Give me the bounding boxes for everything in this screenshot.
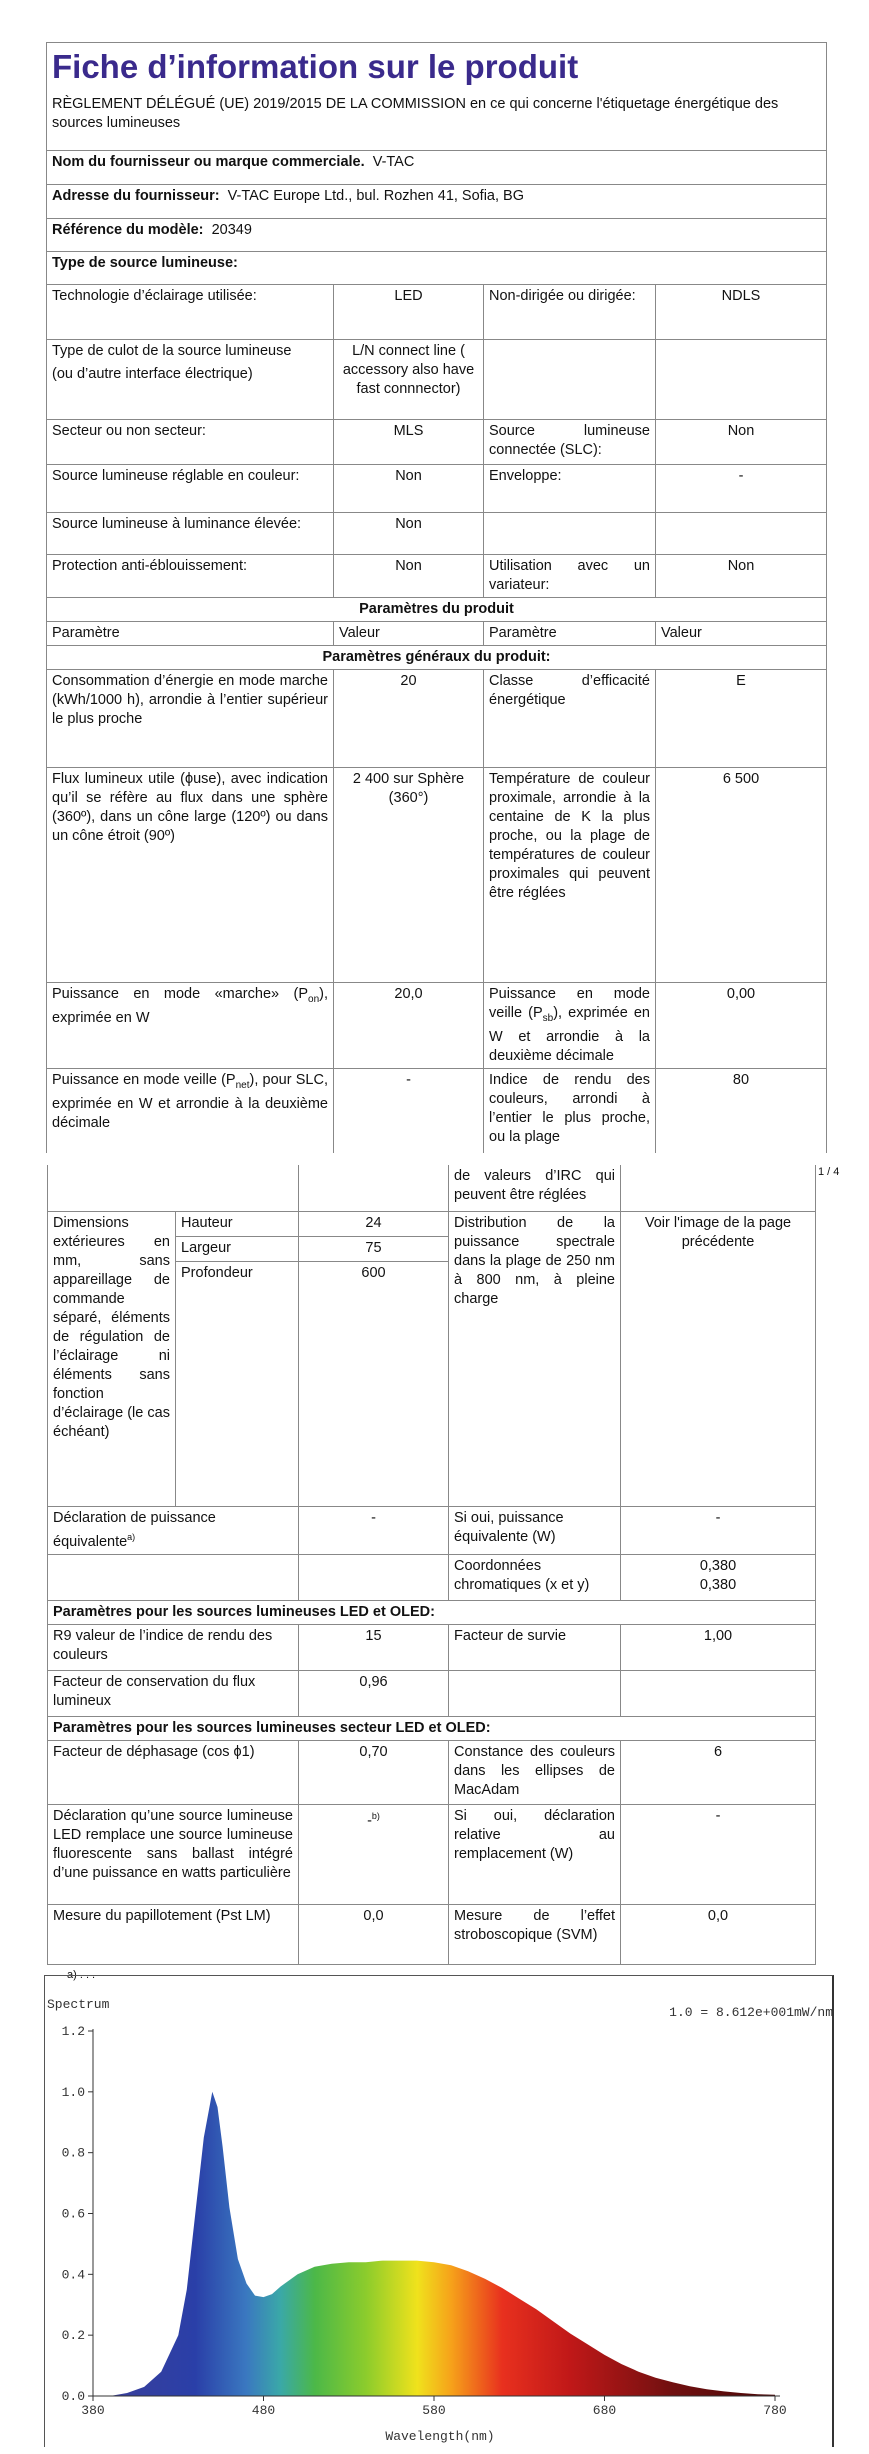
cell-label: Utilisation avec un variateur: bbox=[484, 555, 656, 598]
table-row bbox=[47, 420, 827, 465]
y-tick-label: 0.4 bbox=[61, 2267, 85, 2283]
cell-label: Constance des couleurs dans les ellipses de MacAdam bbox=[449, 1740, 621, 1804]
width-value: 75 bbox=[299, 1236, 449, 1261]
superscript: a) bbox=[127, 1531, 136, 1542]
cell-value: Voir l'image de la page précédente bbox=[621, 1211, 816, 1506]
page-number: 1 / 4 bbox=[818, 1166, 840, 1178]
mains-header: Paramètres pour les sources lumineuses secteur LED et OLED: bbox=[48, 1716, 816, 1740]
supplier-row bbox=[47, 151, 827, 185]
supplier-value: V-TAC bbox=[372, 154, 415, 170]
cell-value: - bbox=[621, 1804, 816, 1904]
empty-cell bbox=[48, 1554, 299, 1600]
cell-value: 0,0 bbox=[621, 1904, 816, 1964]
spectrum-area bbox=[110, 2092, 775, 2396]
cell-label: Température de couleur proximale, arrondie à la centaine de K la plus proche, ou la plage de températures de couleur proximales qui peuvent être réglées bbox=[484, 768, 656, 983]
y-tick-label: 0.0 bbox=[61, 2389, 85, 2404]
depth-label: Profondeur bbox=[176, 1261, 299, 1506]
y-tick-label: 1.0 bbox=[61, 2084, 85, 2100]
cell-label: Source lumineuse connectée (SLC): bbox=[484, 420, 656, 465]
type-header: Type de source lumineuse: bbox=[47, 252, 827, 285]
cell-label: Facteur de déphasage (cos ϕ1) bbox=[48, 1740, 299, 1804]
cell-label: Technologie d’éclairage utilisée: bbox=[47, 285, 334, 340]
table-row bbox=[48, 1740, 816, 1804]
table-row bbox=[48, 1624, 816, 1670]
label-part: Puissance en mode «marche» (P bbox=[52, 986, 309, 1002]
depth-value: 600 bbox=[299, 1261, 449, 1506]
cell-value: Non bbox=[334, 465, 484, 513]
cell-label: Classe d’efficacité énergétique bbox=[484, 670, 656, 768]
cell-label bbox=[484, 513, 656, 555]
table-row bbox=[47, 1068, 827, 1153]
product-info-table-page1 bbox=[46, 42, 827, 1153]
width-label: Largeur bbox=[176, 1236, 299, 1261]
cell-label: Facteur de conservation du flux lumineux bbox=[48, 1670, 299, 1716]
label-part: ), exprimée en W et arrondie à la deuxième décimale bbox=[489, 1005, 650, 1064]
general-header: Paramètres généraux du produit: bbox=[47, 646, 827, 670]
subscript: sb bbox=[542, 1012, 554, 1024]
cell-value: L/N connect line ( accessory also have fast connnector) bbox=[334, 340, 484, 420]
table-row bbox=[48, 1804, 816, 1904]
cell-label: Source lumineuse à luminance élevée: bbox=[47, 513, 334, 555]
model-row bbox=[47, 219, 827, 252]
model-label: Référence du modèle: bbox=[52, 222, 204, 238]
table-row bbox=[47, 465, 827, 513]
col-header: Valeur bbox=[656, 622, 827, 646]
col-header: Valeur bbox=[334, 622, 484, 646]
height-value: 24 bbox=[299, 1211, 449, 1236]
chart-annotation: 1.0 = 8.612e+001mW/nm bbox=[669, 2005, 833, 2020]
cell-label: Coordonnées chromatiques (x et y) bbox=[449, 1554, 621, 1600]
table-row bbox=[47, 340, 827, 420]
x-tick-label: 380 bbox=[81, 2403, 105, 2418]
cell-value: - bbox=[621, 1506, 816, 1554]
chroma-y: 0,380 bbox=[699, 1576, 737, 1593]
led-header: Paramètres pour les sources lumineuses LED et OLED: bbox=[48, 1600, 816, 1624]
spectrum-svg bbox=[45, 1976, 835, 2448]
table-row bbox=[47, 768, 827, 983]
cell-value: NDLS bbox=[656, 285, 827, 340]
cell-label: Distribution de la puissance spectrale dans la plage de 250 nm à 800 nm, à pleine charge bbox=[449, 1211, 621, 1506]
cell-label bbox=[47, 340, 334, 420]
table-row bbox=[47, 285, 827, 340]
cell-label: de valeurs d’IRC qui peuvent être réglées bbox=[449, 1165, 621, 1211]
table-row bbox=[48, 1904, 816, 1964]
params-header: Paramètres du produit bbox=[47, 598, 827, 622]
y-tick-label: 0.2 bbox=[61, 2328, 85, 2344]
chart-title: Spectrum bbox=[47, 1997, 110, 2012]
table-row bbox=[48, 1211, 816, 1236]
cell-label: Non-dirigée ou dirigée: bbox=[484, 285, 656, 340]
cell-value: E bbox=[656, 670, 827, 768]
table-row bbox=[47, 555, 827, 598]
col-header: Paramètre bbox=[484, 622, 656, 646]
cell-value: 80 bbox=[656, 1068, 827, 1153]
address-label: Adresse du fournisseur: bbox=[52, 188, 220, 204]
page-title: Fiche d’information sur le produit bbox=[47, 43, 827, 93]
address-value: V-TAC Europe Ltd., bul. Rozhen 41, Sofia, BG bbox=[227, 188, 524, 204]
table-row bbox=[48, 1165, 816, 1211]
regulation-text: RÈGLEMENT DÉLÉGUÉ (UE) 2019/2015 DE LA COMMISSION en ce qui concerne l'étiquetage énergétique des sources lumineuses bbox=[47, 93, 827, 151]
supplier-label: Nom du fournisseur ou marque commerciale. bbox=[52, 154, 365, 170]
address-row bbox=[47, 185, 827, 219]
x-tick-label: 580 bbox=[422, 2403, 446, 2418]
height-label: Hauteur bbox=[176, 1211, 299, 1236]
cell-value: LED bbox=[334, 285, 484, 340]
cell-value: Non bbox=[656, 555, 827, 598]
cell-label: Facteur de survie bbox=[449, 1624, 621, 1670]
cell-value: 0,00 bbox=[656, 983, 827, 1069]
cell-value bbox=[656, 340, 827, 420]
cell-label: Secteur ou non secteur: bbox=[47, 420, 334, 465]
cell-label: Si oui, déclaration relative au remplacement (W) bbox=[449, 1804, 621, 1904]
table-row bbox=[47, 983, 827, 1069]
table-row bbox=[48, 1554, 816, 1600]
table-row bbox=[47, 513, 827, 555]
column-headers bbox=[47, 622, 827, 646]
value-part: - bbox=[367, 1812, 372, 1829]
empty-cell bbox=[621, 1670, 816, 1716]
empty-cell bbox=[449, 1670, 621, 1716]
label-part: ), pour SLC, exprimée en W et arrondie à la deuxième décimale bbox=[52, 1071, 328, 1131]
x-tick-label: 480 bbox=[251, 2403, 276, 2418]
x-tick-label: 680 bbox=[592, 2403, 617, 2418]
col-header: Paramètre bbox=[47, 622, 334, 646]
cell-label bbox=[48, 1506, 299, 1554]
y-tick-label: 0.6 bbox=[61, 2206, 85, 2222]
table-row bbox=[47, 670, 827, 768]
cell-value: MLS bbox=[334, 420, 484, 465]
cell-label: Si oui, puissance équivalente (W) bbox=[449, 1506, 621, 1554]
cell-label bbox=[484, 983, 656, 1069]
product-info-table-page2 bbox=[47, 1165, 816, 1965]
superscript: b) bbox=[371, 1810, 380, 1821]
cell-value bbox=[621, 1554, 816, 1600]
label-part: ), exprimée en W bbox=[52, 986, 328, 1026]
table-row bbox=[48, 1670, 816, 1716]
cell-value: Non bbox=[334, 555, 484, 598]
cell-value: 6 bbox=[621, 1740, 816, 1804]
cell-label: Indice de rendu des couleurs, arrondi à l’entier le plus proche, ou la plage bbox=[484, 1068, 656, 1153]
label-part: Déclaration de puissance équivalente bbox=[53, 1509, 216, 1550]
cell-value: 20,0 bbox=[334, 983, 484, 1069]
cell-label: R9 valeur de l’indice de rendu des couleurs bbox=[48, 1624, 299, 1670]
cell-label: Flux lumineux utile (ϕuse), avec indication qu’il se réfère au flux dans une sphère (360º), dans un cône large (120º) ou dans un cône étroit (90º) bbox=[47, 768, 334, 983]
label-part: Puissance en mode veille (P bbox=[489, 986, 650, 1021]
cell-value: - bbox=[334, 1068, 484, 1153]
cell-value: 0,96 bbox=[299, 1670, 449, 1716]
cell-value: 6 500 bbox=[656, 768, 827, 983]
base-label: Type de culot de la source lumineuse bbox=[52, 343, 292, 359]
spectrum-chart bbox=[44, 1975, 834, 2447]
cell-value: Non bbox=[656, 420, 827, 465]
cell-label: Mesure du papillotement (Pst LM) bbox=[48, 1904, 299, 1964]
cell-label bbox=[47, 1068, 334, 1153]
x-tick-label: 780 bbox=[763, 2403, 787, 2418]
cell-value: 2 400 sur Sphère (360°) bbox=[334, 768, 484, 983]
x-axis-label: Wavelength(nm) bbox=[385, 2429, 495, 2444]
subscript: net bbox=[235, 1079, 250, 1091]
cell-value: 15 bbox=[299, 1624, 449, 1670]
label-part: Puissance en mode veille (P bbox=[52, 1071, 236, 1088]
cell-label bbox=[47, 983, 334, 1069]
cell-value bbox=[656, 513, 827, 555]
empty-cell bbox=[299, 1554, 449, 1600]
cell-label: Consommation d’énergie en mode marche (kWh/1000 h), arrondie à l’entier supérieur le plus proche bbox=[47, 670, 334, 768]
chroma-x: 0,380 bbox=[699, 1557, 737, 1574]
cell-value: Non bbox=[334, 513, 484, 555]
dimensions-label: Dimensions extérieures en mm, sans appareillage de commande séparé, éléments de régulation de l’éclairage ni éléments sans fonction d’éclairage (le cas échéant) bbox=[48, 1211, 176, 1506]
cell-label: Mesure de l’effet stroboscopique (SVM) bbox=[449, 1904, 621, 1964]
table-row bbox=[48, 1506, 816, 1554]
cell-value: 0,70 bbox=[299, 1740, 449, 1804]
cell-label: Déclaration qu’une source lumineuse LED remplace une source lumineuse fluorescente sans ballast intégré d’une puissance en watts particulière bbox=[48, 1804, 299, 1904]
empty-cell bbox=[299, 1165, 449, 1211]
cell-value bbox=[299, 1804, 449, 1904]
base-label-note: (ou d’autre interface électrique) bbox=[52, 366, 253, 382]
footnote: a) . . . bbox=[67, 1969, 96, 1981]
cell-value: 1,00 bbox=[621, 1624, 816, 1670]
y-tick-label: 1.2 bbox=[61, 2024, 85, 2039]
subscript: on bbox=[308, 993, 320, 1005]
cell-label bbox=[484, 340, 656, 420]
cell-label: Protection anti-éblouissement: bbox=[47, 555, 334, 598]
model-value: 20349 bbox=[211, 222, 252, 238]
cell-value: 20 bbox=[334, 670, 484, 768]
cell-label: Source lumineuse réglable en couleur: bbox=[47, 465, 334, 513]
y-tick-label: 0.8 bbox=[61, 2145, 85, 2161]
cell-value: 0,0 bbox=[299, 1904, 449, 1964]
cell-value: - bbox=[656, 465, 827, 513]
empty-cell bbox=[48, 1165, 299, 1211]
cell-value: - bbox=[299, 1506, 449, 1554]
empty-cell bbox=[621, 1165, 816, 1211]
cell-label: Enveloppe: bbox=[484, 465, 656, 513]
